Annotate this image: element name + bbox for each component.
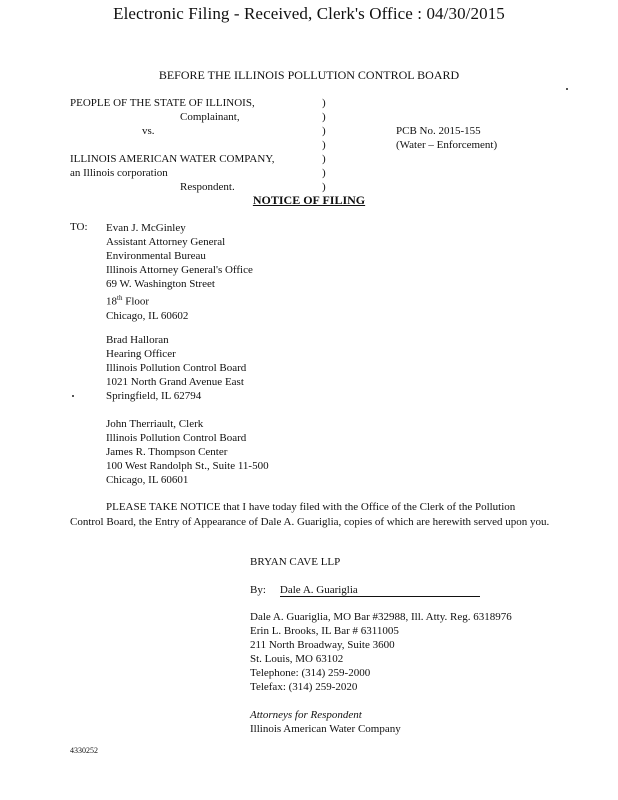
notice-title: NOTICE OF FILING [252,193,366,207]
address-line: Environmental Bureau [106,250,206,262]
attorneys-for-label: Attorneys for Respondent [250,709,362,721]
signature-line [250,584,480,597]
address-line: Illinois Pollution Control Board [106,432,247,444]
address-line: Evan J. McGinley [106,222,186,234]
signature-block [250,610,512,694]
to-label: TO: [70,221,88,233]
address-line: Brad Halloran [106,334,169,346]
address-line: Assistant Attorney General [106,236,226,248]
recipient-address [106,417,269,487]
caption-paren: ) [322,111,326,123]
signature-block-line: Erin L. Brooks, IL Bar # 6311005 [250,625,399,637]
address-line: 69 W. Washington Street [106,278,215,290]
signature-block-line: 211 North Broadway, Suite 3600 [250,639,395,651]
scan-speck [72,395,74,397]
address-line: Illinois Pollution Control Board [106,362,247,374]
signature-block-line: Telefax: (314) 259-2020 [250,681,358,693]
address-line: James R. Thompson Center [106,446,228,458]
caption-paren: ) [322,167,326,179]
caption-defendant-desc: an Illinois corporation [70,167,168,179]
caption-paren: ) [322,139,326,151]
caption-plaintiff-role: Complainant, [180,111,240,123]
caption-defendant: ILLINOIS AMERICAN WATER COMPANY, [70,153,275,165]
case-type: (Water – Enforcement) [396,139,498,151]
caption-paren: ) [322,125,326,137]
caption-defendant-role: Respondent. [180,181,235,193]
caption-paren: ) [322,97,326,109]
caption-vs: vs. [142,125,155,137]
by-label: By: [250,584,266,596]
attorneys-for [250,708,401,736]
signature-block-line: Dale A. Guariglia, MO Bar #32988, Ill. Atty. Reg. 6318976 [250,611,512,623]
firm-name: BRYAN CAVE LLP [250,556,341,568]
address-line: John Therriault, Clerk [106,418,204,430]
case-number: PCB No. 2015-155 [396,125,481,137]
address-line: 1021 North Grand Avenue East [106,376,244,388]
signature-block-line: Telephone: (314) 259-2000 [250,667,371,679]
signature-block-line: St. Louis, MO 63102 [250,653,344,665]
document-number: 4330252 [70,746,98,755]
notice-paragraph: PLEASE TAKE NOTICE that I have today filed with the Office of the Clerk of the Pollution Control Board, the Entry of Appearance of Dale A. Guariglia, copies of which are herewith served upon you. [70,501,550,528]
court-heading: BEFORE THE ILLINOIS POLLUTION CONTROL BOARD [158,68,460,82]
address-line: Springfield, IL 62794 [106,390,202,402]
address-line-floor: 18th Floor [106,294,150,308]
address-line: 100 West Randolph St., Suite 11-500 [106,460,269,472]
address-line: Hearing Officer [106,348,176,360]
recipient-address [106,221,253,323]
caption-plaintiff: PEOPLE OF THE STATE OF ILLINOIS, [70,97,255,109]
address-line: Illinois Attorney General's Office [106,264,253,276]
filing-stamp: Electronic Filing - Received, Clerk's Office : 04/30/2015 [113,4,505,23]
scan-speck [566,88,568,90]
address-line: Chicago, IL 60601 [106,474,189,486]
caption-paren: ) [322,181,326,193]
recipient-address [106,333,246,403]
client-name: Illinois American Water Company [250,723,401,735]
signature: Dale A. Guariglia [280,584,480,597]
address-line: Chicago, IL 60602 [106,309,189,322]
caption-paren: ) [322,153,326,165]
